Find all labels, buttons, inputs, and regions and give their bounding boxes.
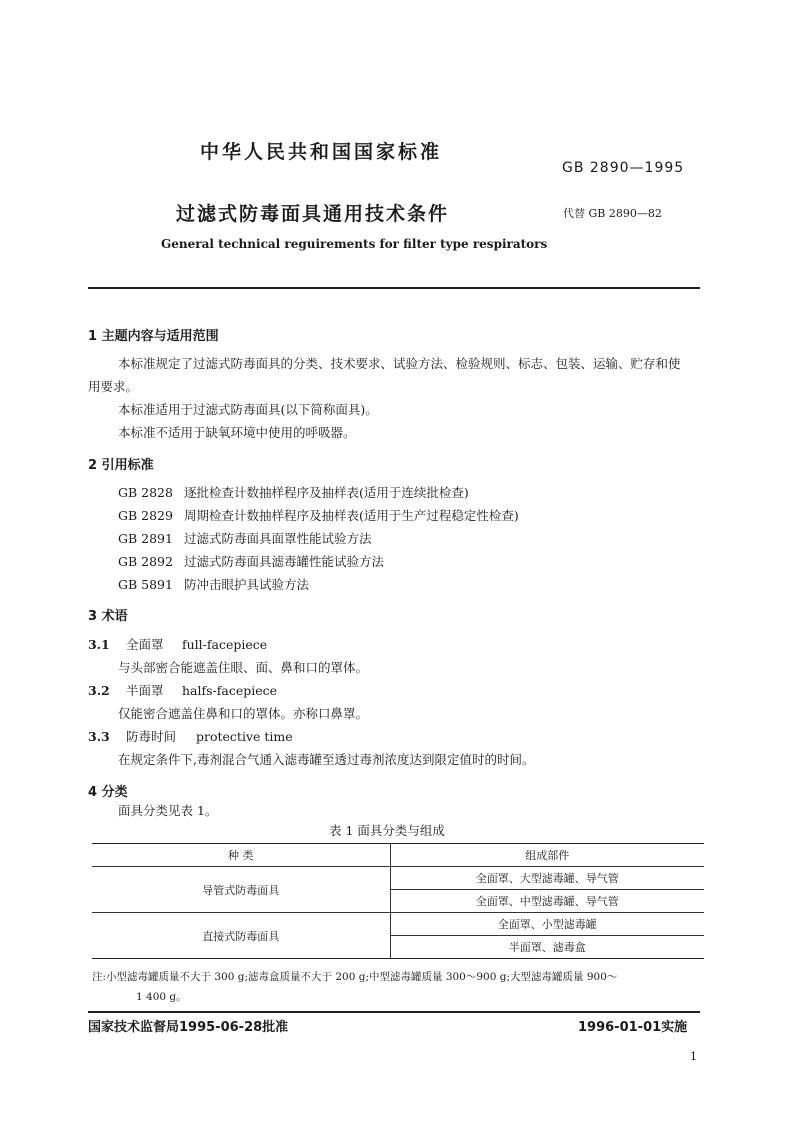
table-cell-parts: 全面罩、大型滤毒罐、导气管	[475, 872, 619, 885]
table-note-cont: 1 400 g。	[136, 991, 187, 1003]
section-1-paragraph-1: 本标准规定了过滤式防毒面具的分类、技术要求、试验方法、检验规则、标志、包装、运输、贮存和使	[118, 356, 681, 371]
term-heading	[88, 635, 267, 653]
term-number: 3.2	[88, 683, 110, 698]
term-number: 3.1	[88, 637, 110, 652]
term-number: 3.3	[88, 729, 110, 744]
english-title: General technical reguirements for filter type respirators	[161, 237, 548, 251]
reference-code: GB 2828	[118, 485, 173, 500]
table-header-row	[92, 844, 704, 867]
section-3-heading: 3 术语	[88, 609, 128, 624]
term-definition: 仅能密合遮盖住鼻和口的罩体。亦称口鼻罩。	[118, 706, 369, 721]
table-cell-type: 直接式防毒面具	[92, 913, 390, 959]
term-heading	[88, 727, 293, 745]
page-number: 1	[690, 1050, 697, 1063]
reference-code: GB 2829	[118, 508, 173, 523]
section-4-heading: 4 分类	[88, 785, 128, 800]
table-row	[92, 867, 704, 890]
reference-title: 过滤式防毒面具面罩性能试验方法	[184, 531, 372, 546]
table-cell-parts: 半面罩、滤毒盒	[390, 936, 704, 959]
section-1-heading: 1 主题内容与适用范围	[88, 329, 219, 344]
table-header-type: 种 类	[92, 844, 390, 867]
country-standard-heading: 中华人民共和国国家标准	[200, 141, 443, 163]
term-definition: 与头部密合能遮盖住眼、面、鼻和口的罩体。	[118, 660, 369, 675]
section-4-intro: 面具分类见表 1。	[118, 803, 218, 818]
section-1-paragraph-1-cont: 用要求。	[88, 379, 139, 394]
term-en: full-facepiece	[182, 637, 268, 652]
reference-title: 防冲击眼护具试验方法	[184, 577, 310, 592]
reference-code: GB 2892	[118, 554, 173, 569]
term-zh: 全面罩	[126, 637, 164, 652]
page-title: 过滤式防毒面具通用技术条件	[176, 203, 450, 225]
reference-code: GB 2891	[118, 531, 173, 546]
table-note: 注:小型滤毒罐质量不大于 300 g;滤毒盒质量不大于 200 g;中型滤毒罐质量 300～900 g;大型滤毒罐质量 900～	[92, 971, 618, 983]
implementation-date: 1996-01-01实施	[578, 1020, 688, 1035]
reference-title: 逐批检查计数抽样程序及抽样表(适用于连续批检查)	[184, 485, 469, 500]
term-heading	[88, 681, 277, 699]
top-divider	[88, 287, 700, 289]
classification-table	[92, 843, 704, 959]
table-caption: 表 1 面具分类与组成	[329, 823, 445, 838]
reference-item	[118, 506, 519, 524]
table-cell-parts: 全面罩、小型滤毒罐	[390, 913, 704, 936]
term-zh: 半面罩	[126, 683, 164, 698]
bottom-divider	[88, 1011, 700, 1013]
term-en: halfs-facepiece	[182, 683, 278, 698]
section-2-heading: 2 引用标准	[88, 458, 154, 473]
reference-item	[118, 483, 469, 501]
replaces-standard: 代替 GB 2890—82	[563, 207, 662, 220]
reference-title: 周期检查计数抽样程序及抽样表(适用于生产过程稳定性检查)	[184, 508, 519, 523]
term-en: protective time	[196, 729, 293, 744]
reference-item	[118, 575, 309, 593]
reference-title: 过滤式防毒面具滤毒罐性能试验方法	[184, 554, 385, 569]
section-1-paragraph-2: 本标准适用于过滤式防毒面具(以下简称面具)。	[118, 402, 378, 417]
reference-item	[118, 529, 372, 547]
approval-line: 国家技术监督局1995-06-28批准	[88, 1020, 289, 1035]
table-cell-type: 导管式防毒面具	[92, 867, 390, 913]
reference-code: GB 5891	[118, 577, 173, 592]
section-1-paragraph-3: 本标准不适用于缺氧环境中使用的呼吸器。	[118, 425, 356, 440]
table-header-parts: 组成部件	[390, 844, 704, 867]
term-definition: 在规定条件下,毒剂混合气通入滤毒罐至透过毒剂浓度达到限定值时的时间。	[118, 752, 535, 767]
term-zh: 防毒时间	[126, 729, 177, 744]
reference-item	[118, 552, 384, 570]
table-cell-parts: 全面罩、中型滤毒罐、导气管	[390, 890, 704, 913]
standard-number: GB 2890—1995	[562, 160, 685, 176]
table-row	[92, 913, 704, 936]
